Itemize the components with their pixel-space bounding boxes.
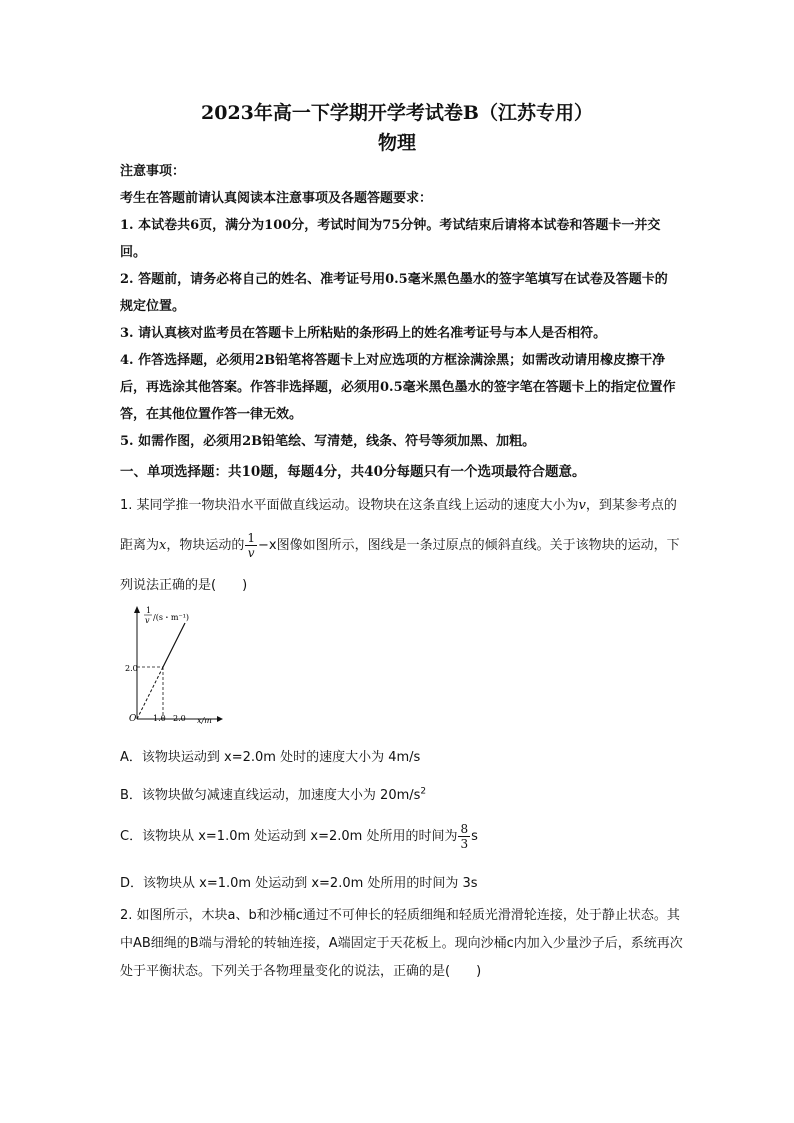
option-b: B．该物块做匀减速直线运动，加速度大小为 $20m/s^2$ — [120, 786, 427, 803]
notes-item: 5. 如需作图，必须用2B铅笔绘、写清楚，线条、符号等须加黑、加粗。 — [120, 434, 536, 449]
notes-block — [120, 158, 680, 455]
y-axis-arrow — [134, 606, 140, 613]
notes-item: 3. 请认真核对监考员在答题卡上所粘贴的条形码上的姓名准考证号与本人是否相符。 — [120, 326, 607, 341]
x-tick-label: 1.0 — [153, 714, 166, 723]
origin-label: O — [129, 714, 137, 724]
y-tick-label: 2.0 — [125, 664, 138, 673]
notes-item: 4. 作答选择题，必须用2B铅笔将答题卡上对应选项的方框涂满涂黑；如需改动请用橡皮擦干净后，再选涂其他答案。作答非选择题，必须用0.5毫米黑色墨水的签字笔在答题卡上的指定位置作答，在其他位置作答一律无效。 — [120, 353, 676, 422]
var-v: v — [578, 498, 586, 513]
x-axis-arrow — [217, 716, 223, 722]
exam-subject: 物理 — [377, 132, 416, 154]
option-a: A．该物块运动到 x=2.0m 处时的速度大小为 4m/s — [120, 750, 421, 765]
x-axis-label: x/m — [197, 716, 212, 725]
question-1-stem: 1. 某同学推一物块沿水平面做直线运动。设物块在这条直线上运动的速度大小为v，到某参考点的距离为x，物块运动的 $\frac{1}{v}$ −x图像如图所示，图线是一条过原点的倾斜直线。关于该物块的运动，下列说法正确的是( ) — [120, 498, 680, 593]
notes-item: 1. 本试卷共6页，满分为100分，考试时间为75分钟。考试结束后请将本试卷和答题卡一并交回。 — [120, 218, 661, 260]
y-axis-label: /(s・m⁻¹) — [153, 613, 190, 622]
fraction-8-over-3: $\frac{8}{3}$ — [460, 822, 469, 851]
q1-graph — [125, 603, 225, 725]
section-heading: 一、单项选择题：共10题，每题4分，共40分每题只有一个选项最符合题意。 — [120, 464, 586, 480]
fraction-1-over-v: $\frac{1}{v}$ — [247, 531, 256, 560]
notes-heading: 注意事项： — [120, 164, 186, 179]
notes-item: 2. 答题前，请务必将自己的姓名、准考证号用0.5毫米黑色墨水的签字笔填写在试卷及答题卡的规定位置。 — [120, 272, 668, 314]
x-tick-label: 2.0 — [173, 714, 186, 723]
exam-title: 2023年高一下学期开学考试卷B（江苏专用） — [201, 102, 593, 124]
y-axis-frac-num: 1 — [146, 606, 152, 615]
graph-line-dashed — [137, 667, 163, 719]
y-axis-frac-den: v — [145, 616, 150, 625]
graph-line — [163, 623, 185, 667]
notes-intro: 考生在答题前请认真阅读本注意事项及各题答题要求： — [120, 191, 433, 206]
option-d: D．该物块从 x=1.0m 处运动到 x=2.0m 处所用的时间为 3s — [120, 876, 478, 891]
question-2-stem: 2. 如图所示，木块a、b和沙桶c通过不可伸长的轻质细绳和轻质光滑滑轮连接，处于静止状态。其中AB细绳的B端与滑轮的转轴连接，A端固定于天花板上。现向沙桶c内加入少量沙子后，系统再次处于平衡状态。下列关于各物理量变化的说法，正确的是( ) — [120, 908, 683, 979]
var-x: x — [159, 538, 167, 553]
option-c: C．该物块从 x=1.0m 处运动到 x=2.0m 处所用的时间为 $\frac{8}{3}$ s — [120, 822, 478, 851]
